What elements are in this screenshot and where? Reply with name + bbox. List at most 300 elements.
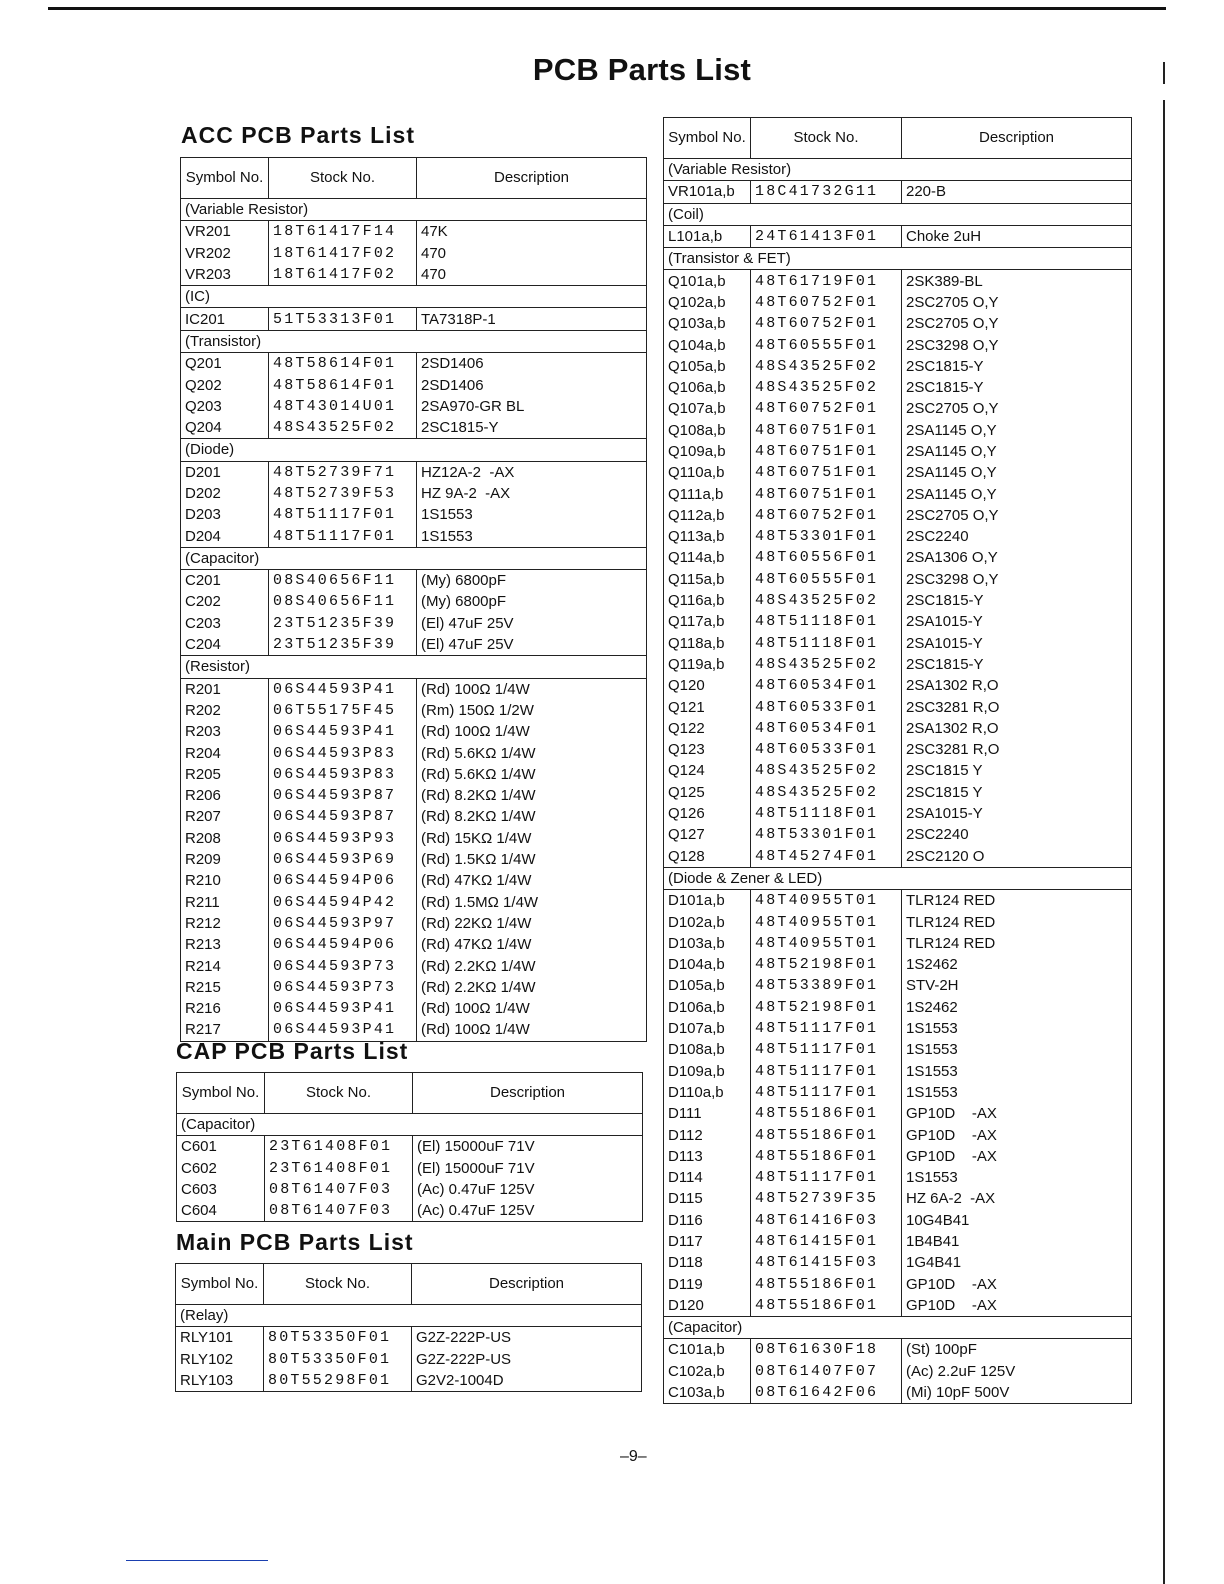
- stock-cell: 06S44593P73: [269, 977, 417, 998]
- stock-cell: 48T55186F01: [751, 1103, 902, 1124]
- table-row: [181, 764, 647, 785]
- table-row: [664, 997, 1132, 1018]
- symbol-cell: R212: [181, 913, 269, 934]
- stock-cell: 48T52739F71: [269, 461, 417, 483]
- description-cell: (Rd) 5.6KΩ 1/4W: [417, 742, 647, 763]
- symbol-cell: C103a,b: [664, 1382, 751, 1404]
- table-row: [664, 696, 1132, 717]
- description-cell: TA7318P-1: [417, 308, 647, 330]
- description-cell: 2SA1015-Y: [902, 633, 1132, 654]
- description-cell: (Rd) 2.2KΩ 1/4W: [417, 977, 647, 998]
- table-row: [181, 396, 647, 417]
- description-cell: 2SD1406: [417, 353, 647, 375]
- stock-cell: 48T43014U01: [269, 396, 417, 417]
- stock-cell: 48T51117F01: [269, 525, 417, 547]
- description-cell: (My) 6800pF: [417, 591, 647, 612]
- group-row: [664, 1317, 1132, 1339]
- stock-cell: 80T53350F01: [264, 1349, 412, 1370]
- symbol-cell: D111: [664, 1103, 751, 1124]
- table-header-row: [177, 1073, 643, 1114]
- description-cell: 1S2462: [902, 954, 1132, 975]
- symbol-cell: D114: [664, 1167, 751, 1188]
- stock-cell: 06S44593P69: [269, 849, 417, 870]
- symbol-cell: Q114a,b: [664, 547, 751, 568]
- stock-cell: 48T60555F01: [751, 334, 902, 355]
- symbol-cell: D105a,b: [664, 975, 751, 996]
- description-cell: (Mi) 10pF 500V: [902, 1382, 1132, 1404]
- description-cell: 2SC3281 R,O: [902, 696, 1132, 717]
- symbol-cell: D115: [664, 1188, 751, 1209]
- symbol-cell: D106a,b: [664, 997, 751, 1018]
- symbol-cell: D202: [181, 483, 269, 504]
- description-cell: 2SA1145 O,Y: [902, 483, 1132, 504]
- description-cell: (Rd) 1.5MΩ 1/4W: [417, 892, 647, 913]
- description-cell: 2SK389-BL: [902, 270, 1132, 292]
- symbol-cell: R201: [181, 678, 269, 700]
- table-row: [664, 1231, 1132, 1252]
- symbol-cell: R205: [181, 764, 269, 785]
- description-cell: 1S1553: [902, 1039, 1132, 1060]
- table-row: [664, 1210, 1132, 1231]
- description-cell: (Rd) 22KΩ 1/4W: [417, 913, 647, 934]
- table-row: [664, 462, 1132, 483]
- table-row: [664, 782, 1132, 803]
- table-row: [664, 1039, 1132, 1060]
- symbol-cell: VR203: [181, 264, 269, 286]
- symbol-cell: Q105a,b: [664, 356, 751, 377]
- symbol-cell: Q117a,b: [664, 611, 751, 632]
- header-description: Description: [902, 118, 1132, 159]
- description-cell: 2SA1145 O,Y: [902, 441, 1132, 462]
- description-cell: (Rd) 47KΩ 1/4W: [417, 934, 647, 955]
- description-cell: 2SC2120 O: [902, 846, 1132, 868]
- group-row: [181, 547, 647, 569]
- header-symbol: Symbol No.: [181, 158, 269, 199]
- table-row: [181, 483, 647, 504]
- header-symbol: Symbol No.: [664, 118, 751, 159]
- description-cell: (Rd) 100Ω 1/4W: [417, 721, 647, 742]
- stock-cell: 18T61417F14: [269, 221, 417, 243]
- description-cell: 2SC1815-Y: [902, 356, 1132, 377]
- stock-cell: 08T61642F06: [751, 1382, 902, 1404]
- symbol-cell: D204: [181, 525, 269, 547]
- table-row: [176, 1370, 642, 1392]
- table-row: [181, 870, 647, 891]
- stock-cell: 48T60751F01: [751, 462, 902, 483]
- description-cell: 1B4B41: [902, 1231, 1132, 1252]
- symbol-cell: Q110a,b: [664, 462, 751, 483]
- table-row: [177, 1158, 643, 1179]
- group-row: [181, 286, 647, 308]
- stock-cell: 48S43525F02: [751, 356, 902, 377]
- symbol-cell: Q102a,b: [664, 292, 751, 313]
- table-row: [664, 933, 1132, 954]
- description-cell: 2SA1302 R,O: [902, 718, 1132, 739]
- table-row: [664, 1167, 1132, 1188]
- table-row: [664, 334, 1132, 355]
- description-cell: TLR124 RED: [902, 911, 1132, 932]
- stock-cell: 48T60751F01: [751, 483, 902, 504]
- description-cell: 2SC2705 O,Y: [902, 505, 1132, 526]
- symbol-cell: Q115a,b: [664, 569, 751, 590]
- description-cell: (Ac) 0.47uF 125V: [413, 1179, 643, 1200]
- table-row: [181, 934, 647, 955]
- table-row: [664, 1018, 1132, 1039]
- group-label: (Transistor): [181, 330, 647, 352]
- table-row: [664, 633, 1132, 654]
- group-label: (Diode & Zener & LED): [664, 867, 1132, 889]
- symbol-cell: Q122: [664, 718, 751, 739]
- description-cell: (Rd) 100Ω 1/4W: [417, 678, 647, 700]
- header-stock: Stock No.: [269, 158, 417, 199]
- table-row: [181, 634, 647, 656]
- table-row: [181, 678, 647, 700]
- stock-cell: 06T55175F45: [269, 700, 417, 721]
- description-cell: TLR124 RED: [902, 933, 1132, 954]
- description-cell: 2SC3281 R,O: [902, 739, 1132, 760]
- description-cell: (El) 15000uF 71V: [413, 1136, 643, 1158]
- description-cell: GP10D -AX: [902, 1146, 1132, 1167]
- table-row: [664, 824, 1132, 845]
- description-cell: (Rd) 15KΩ 1/4W: [417, 828, 647, 849]
- stock-cell: 48T51117F01: [751, 1039, 902, 1060]
- table-row: [664, 356, 1132, 377]
- group-label: (IC): [181, 286, 647, 308]
- description-cell: Choke 2uH: [902, 225, 1132, 247]
- table-row: [664, 313, 1132, 334]
- stock-cell: 48T55186F01: [751, 1124, 902, 1145]
- acc-section-title: ACC PCB Parts List: [181, 122, 415, 148]
- table-row: [664, 1361, 1132, 1382]
- table-row: [664, 292, 1132, 313]
- description-cell: 1S1553: [902, 1167, 1132, 1188]
- stock-cell: 48S43525F02: [751, 377, 902, 398]
- description-cell: 1S1553: [902, 1082, 1132, 1103]
- stock-cell: 48T51118F01: [751, 633, 902, 654]
- description-cell: (Rd) 8.2KΩ 1/4W: [417, 806, 647, 827]
- stock-cell: 48T51117F01: [269, 504, 417, 525]
- table-row: [664, 398, 1132, 419]
- table-row: [664, 1060, 1132, 1081]
- stock-cell: 48T61416F03: [751, 1210, 902, 1231]
- group-row: [176, 1305, 642, 1327]
- description-cell: 10G4B41: [902, 1210, 1132, 1231]
- description-cell: 1S1553: [902, 1060, 1132, 1081]
- stock-cell: 80T55298F01: [264, 1370, 412, 1392]
- stock-cell: 48T45274F01: [751, 846, 902, 868]
- stock-cell: 48S43525F02: [751, 760, 902, 781]
- table-row: [181, 955, 647, 976]
- description-cell: HZ 6A-2 -AX: [902, 1188, 1132, 1209]
- table-row: [177, 1200, 643, 1222]
- table-row: [664, 1188, 1132, 1209]
- symbol-cell: R208: [181, 828, 269, 849]
- stock-cell: 48T51118F01: [751, 803, 902, 824]
- table-header-row: [664, 118, 1132, 159]
- table-row: [181, 892, 647, 913]
- group-label: (Diode): [181, 439, 647, 461]
- symbol-cell: Q103a,b: [664, 313, 751, 334]
- table-row: [181, 998, 647, 1019]
- description-cell: 1S1553: [417, 525, 647, 547]
- group-label: (Capacitor): [664, 1317, 1132, 1339]
- description-cell: 2SC2705 O,Y: [902, 398, 1132, 419]
- description-cell: (St) 100pF: [902, 1339, 1132, 1361]
- symbol-cell: Q203: [181, 396, 269, 417]
- stock-cell: 48T60533F01: [751, 696, 902, 717]
- header-stock: Stock No.: [265, 1073, 413, 1114]
- group-label: (Capacitor): [177, 1114, 643, 1136]
- symbol-cell: C202: [181, 591, 269, 612]
- symbol-cell: R210: [181, 870, 269, 891]
- symbol-cell: Q118a,b: [664, 633, 751, 654]
- cap-section-title: CAP PCB Parts List: [176, 1038, 409, 1064]
- header-description: Description: [417, 158, 647, 199]
- table-row: [181, 828, 647, 849]
- symbol-cell: RLY102: [176, 1349, 264, 1370]
- top-rule: [48, 7, 1166, 10]
- table-row: [664, 846, 1132, 868]
- stock-cell: 06S44593P87: [269, 785, 417, 806]
- header-stock: Stock No.: [264, 1264, 412, 1305]
- table-row: [664, 270, 1132, 292]
- table-row: [664, 483, 1132, 504]
- symbol-cell: IC201: [181, 308, 269, 330]
- stock-cell: 08T61407F03: [265, 1200, 413, 1222]
- table-row: [181, 570, 647, 592]
- group-row: [664, 203, 1132, 225]
- table-row: [181, 221, 647, 243]
- stock-cell: 08T61407F03: [265, 1179, 413, 1200]
- table-row: [664, 1103, 1132, 1124]
- symbol-cell: R215: [181, 977, 269, 998]
- stock-cell: 48T60752F01: [751, 292, 902, 313]
- symbol-cell: D203: [181, 504, 269, 525]
- symbol-cell: C603: [177, 1179, 265, 1200]
- symbol-cell: R202: [181, 700, 269, 721]
- symbol-cell: C201: [181, 570, 269, 592]
- stock-cell: 80T53350F01: [264, 1327, 412, 1349]
- table-row: [664, 420, 1132, 441]
- table-row: [664, 890, 1132, 912]
- description-cell: 2SA1145 O,Y: [902, 462, 1132, 483]
- table-row: [664, 611, 1132, 632]
- description-cell: (Rd) 2.2KΩ 1/4W: [417, 955, 647, 976]
- stock-cell: 06S44594P06: [269, 870, 417, 891]
- description-cell: (Rd) 5.6KΩ 1/4W: [417, 764, 647, 785]
- symbol-cell: R213: [181, 934, 269, 955]
- header-description: Description: [413, 1073, 643, 1114]
- description-cell: (Rd) 8.2KΩ 1/4W: [417, 785, 647, 806]
- stock-cell: 06S44593P41: [269, 1019, 417, 1041]
- symbol-cell: D108a,b: [664, 1039, 751, 1060]
- table-row: [177, 1179, 643, 1200]
- description-cell: TLR124 RED: [902, 890, 1132, 912]
- group-label: (Capacitor): [181, 547, 647, 569]
- symbol-cell: VR202: [181, 243, 269, 264]
- description-cell: HZ 9A-2 -AX: [417, 483, 647, 504]
- table-row: [664, 975, 1132, 996]
- table-row: [181, 417, 647, 439]
- stock-cell: 08S40656F11: [269, 570, 417, 592]
- table-row: [176, 1349, 642, 1370]
- description-cell: G2Z-222P-US: [412, 1349, 642, 1370]
- description-cell: 2SC1815-Y: [902, 654, 1132, 675]
- symbol-cell: Q127: [664, 824, 751, 845]
- description-cell: GP10D -AX: [902, 1103, 1132, 1124]
- stock-cell: 48T61415F01: [751, 1231, 902, 1252]
- stock-cell: 48T55186F01: [751, 1295, 902, 1317]
- stock-cell: 48T52198F01: [751, 997, 902, 1018]
- table-row: [664, 760, 1132, 781]
- description-cell: (El) 47uF 25V: [417, 613, 647, 634]
- symbol-cell: Q109a,b: [664, 441, 751, 462]
- stock-cell: 48S43525F02: [751, 782, 902, 803]
- description-cell: 2SA1015-Y: [902, 611, 1132, 632]
- group-row: [664, 159, 1132, 181]
- stock-cell: 48T60751F01: [751, 420, 902, 441]
- stock-cell: 48T60556F01: [751, 547, 902, 568]
- stock-cell: 48T53389F01: [751, 975, 902, 996]
- stock-cell: 48T60555F01: [751, 569, 902, 590]
- stock-cell: 23T61408F01: [265, 1158, 413, 1179]
- symbol-cell: Q204: [181, 417, 269, 439]
- symbol-cell: Q101a,b: [664, 270, 751, 292]
- symbol-cell: Q120: [664, 675, 751, 696]
- symbol-cell: Q108a,b: [664, 420, 751, 441]
- table-row: [181, 742, 647, 763]
- table-row: [664, 590, 1132, 611]
- table-row: [181, 806, 647, 827]
- description-cell: STV-2H: [902, 975, 1132, 996]
- cap-parts-table: [176, 1072, 643, 1222]
- group-row: [664, 248, 1132, 270]
- table-row: [664, 1273, 1132, 1294]
- page-title: PCB Parts List: [532, 52, 752, 87]
- header-symbol: Symbol No.: [177, 1073, 265, 1114]
- symbol-cell: D201: [181, 461, 269, 483]
- table-row: [664, 911, 1132, 932]
- header-symbol: Symbol No.: [176, 1264, 264, 1305]
- description-cell: 2SC2240: [902, 824, 1132, 845]
- symbol-cell: C203: [181, 613, 269, 634]
- description-cell: 2SA1015-Y: [902, 803, 1132, 824]
- main-parts-table: [175, 1263, 642, 1392]
- table-row: [664, 654, 1132, 675]
- symbol-cell: Q202: [181, 374, 269, 395]
- page-number: –9–: [620, 1448, 647, 1465]
- stock-cell: 08S40656F11: [269, 591, 417, 612]
- description-cell: HZ12A-2 -AX: [417, 461, 647, 483]
- stock-cell: 48T60752F01: [751, 505, 902, 526]
- stock-cell: 48T51117F01: [751, 1167, 902, 1188]
- table-row: [181, 525, 647, 547]
- table-row: [664, 526, 1132, 547]
- symbol-cell: Q104a,b: [664, 334, 751, 355]
- stock-cell: 48T58614F01: [269, 374, 417, 395]
- acc-parts-table: [180, 157, 647, 1042]
- symbol-cell: D117: [664, 1231, 751, 1252]
- stock-cell: 18T61417F02: [269, 243, 417, 264]
- symbol-cell: Q126: [664, 803, 751, 824]
- table-row: [664, 954, 1132, 975]
- table-row: [181, 913, 647, 934]
- stock-cell: 06S44593P73: [269, 955, 417, 976]
- stock-cell: 48T51117F01: [751, 1018, 902, 1039]
- table-row: [664, 1082, 1132, 1103]
- group-label: (Transistor & FET): [664, 248, 1132, 270]
- symbol-cell: D103a,b: [664, 933, 751, 954]
- table-row: [181, 613, 647, 634]
- description-cell: 2SC1815-Y: [902, 377, 1132, 398]
- symbol-cell: D119: [664, 1273, 751, 1294]
- description-cell: GP10D -AX: [902, 1295, 1132, 1317]
- symbol-cell: R217: [181, 1019, 269, 1041]
- table-row: [664, 739, 1132, 760]
- table-row: [664, 1382, 1132, 1404]
- table-row: [664, 1339, 1132, 1361]
- stock-cell: 08T61407F07: [751, 1361, 902, 1382]
- stock-cell: 24T61413F01: [751, 225, 902, 247]
- table-row: [664, 1295, 1132, 1317]
- symbol-cell: D120: [664, 1295, 751, 1317]
- table-row: [181, 591, 647, 612]
- symbol-cell: D109a,b: [664, 1060, 751, 1081]
- description-cell: 2SA1302 R,O: [902, 675, 1132, 696]
- stock-cell: 48T60752F01: [751, 313, 902, 334]
- group-row: [664, 867, 1132, 889]
- table-row: [664, 803, 1132, 824]
- stock-cell: 48T51118F01: [751, 611, 902, 632]
- group-row: [181, 199, 647, 221]
- table-row: [181, 243, 647, 264]
- stock-cell: 06S44593P41: [269, 678, 417, 700]
- table-header-row: [181, 158, 647, 199]
- stock-cell: 48T60752F01: [751, 398, 902, 419]
- symbol-cell: D118: [664, 1252, 751, 1273]
- group-label: (Relay): [176, 1305, 642, 1327]
- stock-cell: 06S44594P06: [269, 934, 417, 955]
- main-pcb-continued-table: [663, 117, 1132, 1404]
- stock-cell: 48T55186F01: [751, 1273, 902, 1294]
- description-cell: (Ac) 0.47uF 125V: [413, 1200, 643, 1222]
- table-row: [664, 547, 1132, 568]
- stock-cell: 48T40955T01: [751, 933, 902, 954]
- symbol-cell: R216: [181, 998, 269, 1019]
- table-row: [181, 700, 647, 721]
- stock-cell: 23T51235F39: [269, 634, 417, 656]
- description-cell: 1S1553: [417, 504, 647, 525]
- table-row: [181, 849, 647, 870]
- stock-cell: 06S44593P41: [269, 721, 417, 742]
- symbol-cell: R207: [181, 806, 269, 827]
- table-row: [664, 1124, 1132, 1145]
- table-row: [664, 1146, 1132, 1167]
- table-row: [181, 977, 647, 998]
- group-row: [181, 330, 647, 352]
- description-cell: G2V2-1004D: [412, 1370, 642, 1392]
- description-cell: 2SC2705 O,Y: [902, 313, 1132, 334]
- table-row: [181, 785, 647, 806]
- stock-cell: 06S44593P83: [269, 742, 417, 763]
- description-cell: (Rd) 1.5KΩ 1/4W: [417, 849, 647, 870]
- table-row: [664, 181, 1132, 203]
- table-row: [664, 718, 1132, 739]
- group-row: [181, 656, 647, 678]
- symbol-cell: C604: [177, 1200, 265, 1222]
- symbol-cell: C101a,b: [664, 1339, 751, 1361]
- description-cell: (Rd) 100Ω 1/4W: [417, 998, 647, 1019]
